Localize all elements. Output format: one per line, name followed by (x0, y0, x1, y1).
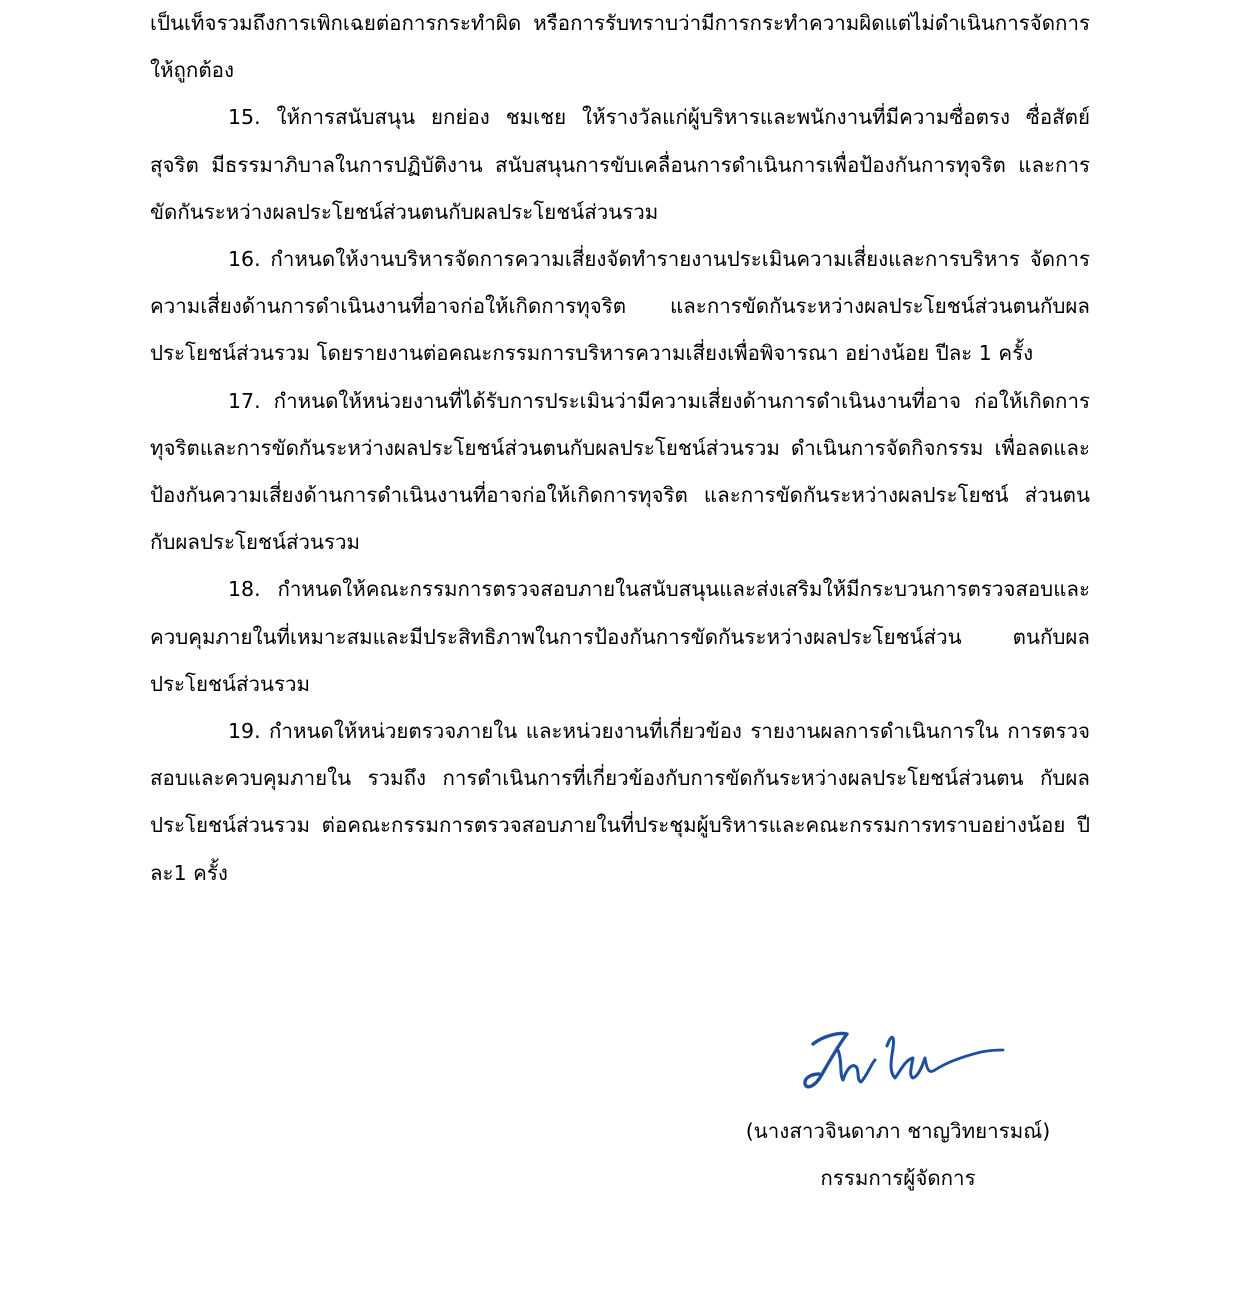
document-body (150, 0, 1090, 897)
signatory-title: กรรมการผู้จัดการ (820, 1166, 976, 1190)
paragraph-item-15: 15. ให้การสนับสนุน ยกย่อง ชมเชย ให้รางวัลแก่ผู้บริหารและพนักงานที่มีความซื่อตรง ซื่อสัตย์สุจริต มีธรรมาภิบาลในการปฏิบัติงาน สนับสนุนการขับเคลื่อนการดำเนินการเพื่อป้องกันการทุจริต และการขัดกันระหว่างผลประโยชน์ส่วนตนกับผลประโยชน์ส่วนรวม (150, 105, 1090, 224)
paragraph-item-17: 17. กำหนดให้หน่วยงานที่ได้รับการประเมินว่ามีความเสี่ยงด้านการดำเนินงานที่อาจ ก่อให้เกิดการทุจริตและการขัดกันระหว่างผลประโยชน์ส่วนตนกับผลประโยชน์ส่วนรวม ดำเนินการจัดกิจกรรม เพื่อลดและป้องกันความเสี่ยงด้านการดำเนินงานที่อาจก่อให้เกิดการทุจริต และการขัดกันระหว่างผลประโยชน์ ส่วนตนกับผลประโยชน์ส่วนรวม (150, 388, 1090, 555)
paragraph-continuation: เป็นเท็จรวมถึงการเพิกเฉยต่อการกระทำผิด หรือการรับทราบว่ามีการกระทำความผิดแต่ไม่ดำเนินการจัดการให้ถูกต้อง (150, 11, 1090, 83)
handwritten-signature (795, 1020, 1010, 1100)
paragraph-item-18: 18. กำหนดให้คณะกรรมการตรวจสอบภายในสนับสนุนและส่งเสริมให้มีกระบวนการตรวจสอบและควบคุมภายในที่เหมาะสมและมีประสิทธิภาพในการป้องกันการขัดกันระหว่างผลประโยชน์ส่วน ตนกับผลประโยชน์ส่วนรวม (150, 577, 1090, 696)
signatory-name: (นางสาวจินดาภา ชาญวิทยารมณ์) (745, 1119, 1051, 1143)
paragraph-item-19: 19. กำหนดให้หน่วยตรวจภายใน และหน่วยงานที่เกี่ยวข้อง รายงานผลการดำเนินการใน การตรวจสอบและควบคุมภายใน รวมถึง การดำเนินการที่เกี่ยวข้องกับการขัดกันระหว่างผลประโยชน์ส่วนตน กับผลประโยชน์ส่วนรวม ต่อคณะกรรมการตรวจสอบภายในที่ประชุมผู้บริหารและคณะกรรมการทราบอย่างน้อย ปี ละ1 ครั้ง (150, 719, 1090, 885)
paragraph-item-16: 16. กำหนดให้งานบริหารจัดการความเสี่ยงจัดทำรายงานประเมินความเสี่ยงและการบริหาร จัดการความเสี่ยงด้านการดำเนินงานที่อาจก่อให้เกิดการทุจริต และการขัดกันระหว่างผลประโยชน์ส่วนตนกับผลประโยชน์ส่วนรวม โดยรายงานต่อคณะกรรมการบริหารความเสี่ยงเพื่อพิจารณา อย่างน้อย ปีละ 1 ครั้ง (150, 247, 1090, 366)
